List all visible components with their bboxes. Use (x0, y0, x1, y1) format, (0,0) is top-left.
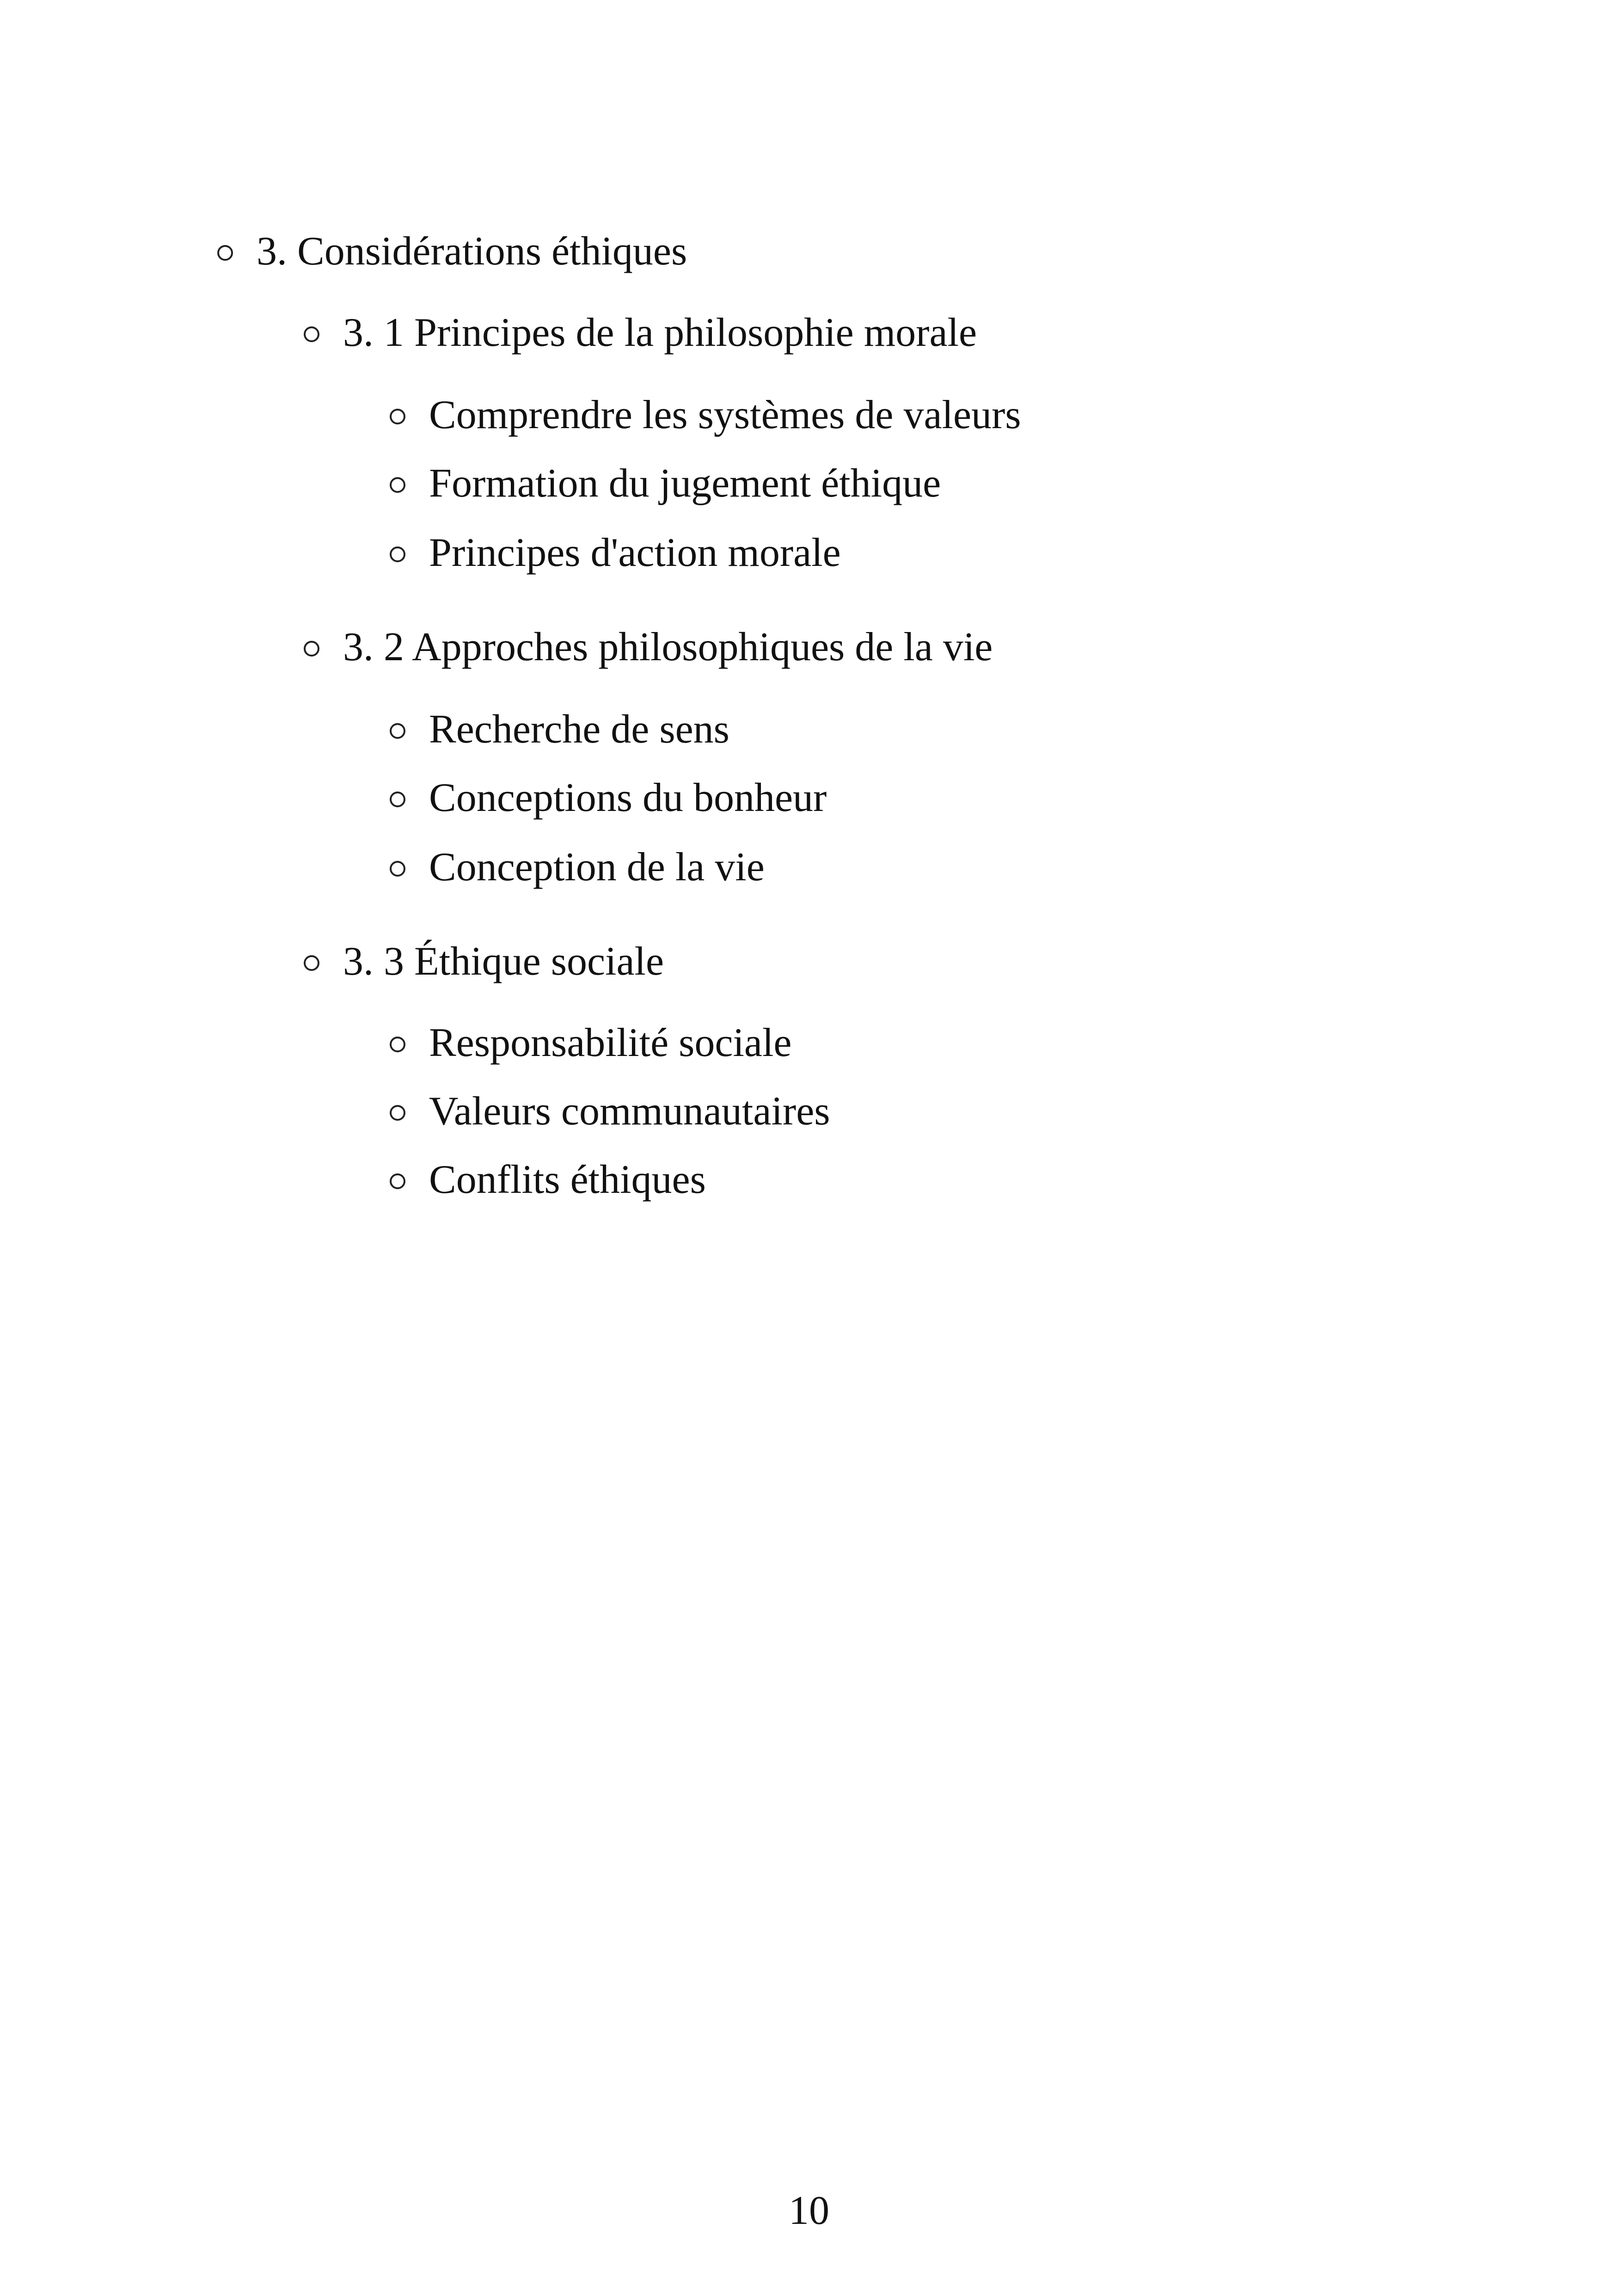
subsection-title: 3. 1 Principes de la philosophie morale (343, 310, 977, 355)
list-item-text: Formation du jugement éthique (429, 461, 941, 506)
list-item-text: Conceptions du bonheur (429, 775, 827, 820)
list-item-text: Recherche de sens (429, 707, 729, 752)
list-item-text: Principes d'action morale (429, 530, 841, 575)
circle-bullet-icon (304, 641, 319, 657)
circle-bullet-icon (390, 1105, 405, 1121)
circle-bullet-icon (390, 723, 405, 739)
list-item-text: Comprendre les systèmes de valeurs (429, 393, 1021, 437)
section-title: 3. Considérations éthiques (257, 229, 687, 274)
list-item-text: Valeurs communautaires (429, 1089, 830, 1134)
list-item-text: Conception de la vie (429, 845, 765, 890)
subsection-title: 3. 2 Approches philosophiques de la vie (343, 625, 993, 669)
circle-bullet-icon (390, 792, 405, 807)
circle-bullet-icon (217, 245, 233, 261)
circle-bullet-icon (390, 1173, 405, 1189)
circle-bullet-icon (390, 1037, 405, 1052)
circle-bullet-icon (390, 477, 405, 493)
circle-bullet-icon (390, 861, 405, 877)
circle-bullet-icon (390, 546, 405, 562)
list-item-text: Responsabilité sociale (429, 1020, 792, 1065)
circle-bullet-icon (304, 955, 319, 971)
circle-bullet-icon (304, 326, 319, 342)
circle-bullet-icon (390, 409, 405, 424)
page-number: 10 (789, 2188, 829, 2233)
list-item-text: Conflits éthiques (429, 1157, 706, 1202)
subsection-title: 3. 3 Éthique sociale (343, 939, 664, 984)
